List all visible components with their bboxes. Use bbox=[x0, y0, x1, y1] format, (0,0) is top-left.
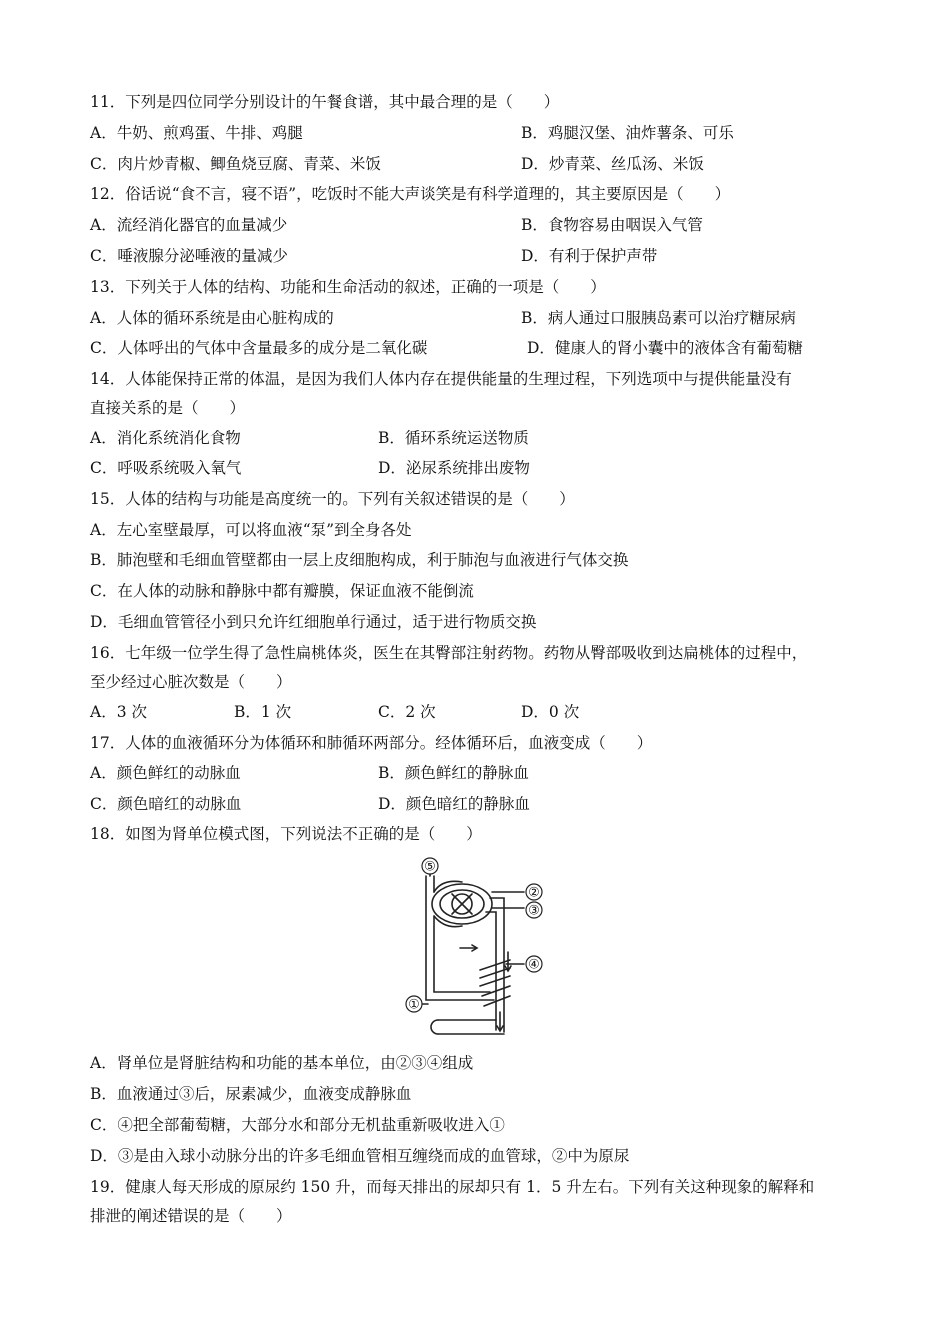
q18-option-c: C．④把全部葡萄糖，大部分水和部分无机盐重新吸收进入① bbox=[90, 1116, 505, 1134]
q17-option-d: D．颜色暗红的静脉血 bbox=[378, 795, 530, 813]
q14-option-b: B．循环系统运送物质 bbox=[378, 429, 529, 447]
q15-option-b: B．肺泡壁和毛细血管壁都由一层上皮细胞构成，利于肺泡与血液进行气体交换 bbox=[90, 551, 629, 569]
q15-stem: 15．人体的结构与功能是高度统一的。下列有关叙述错误的是（ ） bbox=[90, 490, 575, 508]
q12-option-c: C．唾液腺分泌唾液的量减少 bbox=[90, 247, 288, 265]
q13-option-c: C．人体呼出的气体中含量最多的成分是二氧化碳 bbox=[90, 339, 428, 357]
q13-stem: 13．下列关于人体的结构、功能和生命活动的叙述，正确的一项是（ ） bbox=[90, 278, 606, 296]
q14-option-a: A．消化系统消化食物 bbox=[90, 429, 241, 447]
figure-label-1: ① bbox=[408, 997, 420, 1013]
nephron-diagram bbox=[400, 852, 560, 1042]
q13-option-b: B．病人通过口服胰岛素可以治疗糖尿病 bbox=[521, 309, 796, 327]
q11-option-b: B．鸡腿汉堡、油炸薯条、可乐 bbox=[521, 124, 734, 142]
q17-option-b: B．颜色鲜红的静脉血 bbox=[378, 764, 529, 782]
q12-option-d: D．有利于保护声带 bbox=[521, 247, 658, 265]
q11-stem: 11．下列是四位同学分别设计的午餐食谱，其中最合理的是（ ） bbox=[90, 93, 560, 111]
q15-option-c: C．在人体的动脉和静脉中都有瓣膜，保证血液不能倒流 bbox=[90, 582, 474, 600]
q11-option-d: D．炒青菜、丝瓜汤、米饭 bbox=[521, 155, 704, 173]
q17-option-a: A．颜色鲜红的动脉血 bbox=[90, 764, 241, 782]
q15-option-d: D．毛细血管管径小到只允许红细胞单行通过，适于进行物质交换 bbox=[90, 613, 537, 631]
q14-stem-line1: 14．人体能保持正常的体温，是因为我们人体内存在提供能量的生理过程，下列选项中与提供能量没有 bbox=[90, 370, 792, 388]
q17-stem: 17．人体的血液循环分为体循环和肺循环两部分。经体循环后，血液变成（ ） bbox=[90, 734, 653, 752]
q12-option-b: B．食物容易由咽误入气管 bbox=[521, 216, 703, 234]
q16-option-a: A．3 次 bbox=[90, 703, 147, 721]
q13-option-d: D．健康人的肾小囊中的液体含有葡萄糖 bbox=[527, 339, 803, 357]
figure-label-4: ④ bbox=[528, 957, 540, 973]
q16-option-b: B．1 次 bbox=[234, 703, 292, 721]
q19-stem-line1: 19．健康人每天形成的原尿约 150 升，而每天排出的尿却只有 1．5 升左右。下列有关这种现象的解释和 bbox=[90, 1178, 815, 1196]
q14-stem-line2: 直接关系的是（ ） bbox=[90, 399, 246, 417]
q19-stem-line2: 排泄的阐述错误的是（ ） bbox=[90, 1207, 292, 1225]
q18-option-a: A．肾单位是肾脏结构和功能的基本单位，由②③④组成 bbox=[90, 1054, 474, 1072]
q12-option-a: A．流经消化器官的血量减少 bbox=[90, 216, 288, 234]
q11-option-a: A．牛奶、煎鸡蛋、牛排、鸡腿 bbox=[90, 124, 303, 142]
q18-option-b: B．血液通过③后，尿素减少，血液变成静脉血 bbox=[90, 1085, 412, 1103]
q15-option-a: A．左心室壁最厚，可以将血液“泵”到全身各处 bbox=[90, 521, 412, 539]
q16-stem-line2: 至少经过心脏次数是（ ） bbox=[90, 673, 292, 691]
q18-option-d: D．③是由入球小动脉分出的许多毛细血管相互缠绕而成的血管球，②中为原尿 bbox=[90, 1147, 630, 1165]
q11-option-c: C．肉片炒青椒、鲫鱼烧豆腐、青菜、米饭 bbox=[90, 155, 381, 173]
q16-option-c: C．2 次 bbox=[378, 703, 436, 721]
q14-option-d: D．泌尿系统排出废物 bbox=[378, 459, 530, 477]
figure-label-5: ⑤ bbox=[424, 859, 436, 875]
q18-stem: 18．如图为肾单位模式图，下列说法不正确的是（ ） bbox=[90, 825, 482, 843]
q12-stem: 12．俗话说“食不言，寝不语”，吃饭时不能大声谈笑是有科学道理的，其主要原因是（ ） bbox=[90, 185, 731, 203]
q14-option-c: C．呼吸系统吸入氧气 bbox=[90, 459, 242, 477]
q16-stem-line1: 16．七年级一位学生得了急性扁桃体炎，医生在其臀部注射药物。药物从臀部吸收到达扁桃体的过程中， bbox=[90, 644, 808, 662]
q16-option-d: D．0 次 bbox=[521, 703, 580, 721]
figure-label-3: ③ bbox=[528, 903, 540, 919]
figure-label-2: ② bbox=[528, 885, 540, 901]
q13-option-a: A．人体的循环系统是由心脏构成的 bbox=[90, 309, 334, 327]
q17-option-c: C．颜色暗红的动脉血 bbox=[90, 795, 242, 813]
